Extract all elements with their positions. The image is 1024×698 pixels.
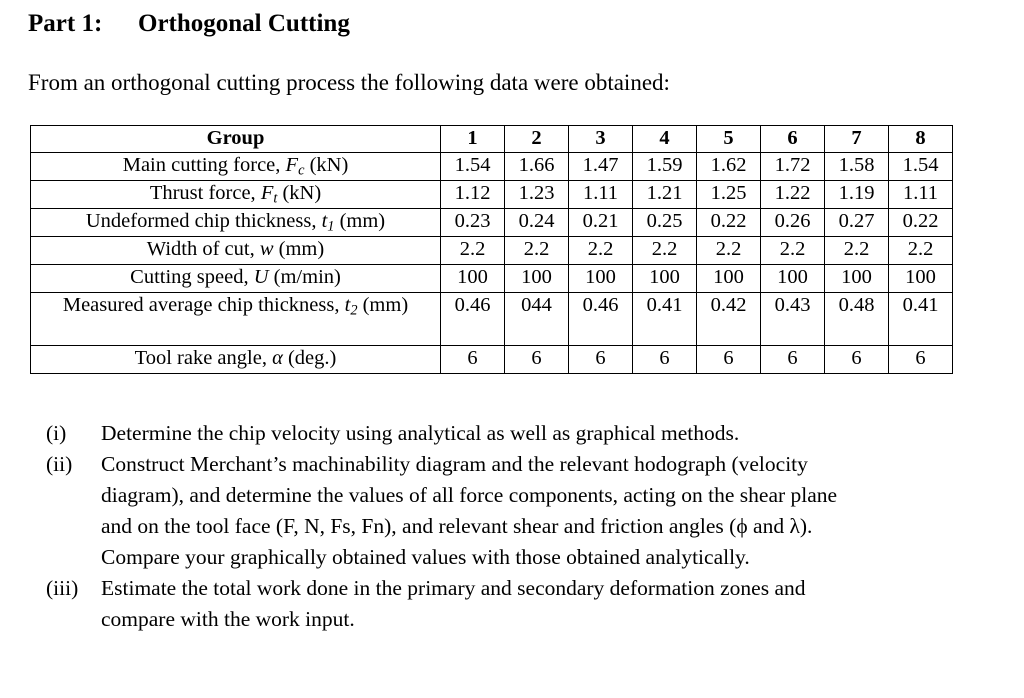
task-marker: (i) [46, 421, 67, 445]
task-line: Estimate the total work done in the primary and secondary deformation zones and [101, 576, 806, 600]
table-cell: 6 [441, 345, 505, 373]
group-header: 6 [761, 126, 825, 153]
part-title: Orthogonal Cutting [138, 10, 350, 37]
table-row [31, 264, 953, 292]
table-cell: 1.19 [825, 180, 889, 208]
table-header-row [31, 126, 953, 153]
task-item [46, 449, 976, 573]
row-label: Undeformed chip thickness, $t_1$ (mm) [31, 208, 441, 236]
task-line: Construct Merchant’s machinability diagram and the relevant hodograph (velocity [101, 452, 808, 476]
group-header: 8 [889, 126, 953, 153]
table-cell: 6 [825, 345, 889, 373]
table-cell: 1.25 [697, 180, 761, 208]
table-cell: 044 [505, 292, 569, 345]
intro-text: From an orthogonal cutting process the following data were obtained: [28, 70, 670, 95]
table-cell: 100 [697, 264, 761, 292]
table-cell: 6 [697, 345, 761, 373]
table-cell: 2.2 [697, 236, 761, 264]
task-item [46, 418, 976, 449]
table-row [31, 180, 953, 208]
table-cell: 2.2 [569, 236, 633, 264]
part-heading [28, 10, 350, 38]
table-cell: 1.22 [761, 180, 825, 208]
table-cell: 1.59 [633, 152, 697, 180]
task-marker: (iii) [46, 576, 79, 600]
table-cell: 1.11 [889, 180, 953, 208]
table-cell: 0.43 [761, 292, 825, 345]
part-number: Part 1: [28, 10, 103, 37]
row-label: Width of cut, w (mm) [31, 236, 441, 264]
table-cell: 6 [633, 345, 697, 373]
table-cell: 100 [569, 264, 633, 292]
table-row [31, 152, 953, 180]
header-label: Group [31, 126, 441, 153]
table-cell: 100 [633, 264, 697, 292]
group-header: 4 [633, 126, 697, 153]
table-cell: 0.23 [441, 208, 505, 236]
table-cell: 0.22 [889, 208, 953, 236]
table-cell: 100 [825, 264, 889, 292]
table-cell: 1.11 [569, 180, 633, 208]
table-cell: 0.48 [825, 292, 889, 345]
task-line: Compare your graphically obtained values with those obtained analytically. [101, 545, 750, 569]
table-cell: 1.12 [441, 180, 505, 208]
row-label: Main cutting force, $F_c$ (kN) [31, 152, 441, 180]
task-marker: (ii) [46, 452, 73, 476]
group-header: 5 [697, 126, 761, 153]
table-cell: 100 [441, 264, 505, 292]
task-line: and on the tool face (F, N, Fs, Fn), and relevant shear and friction angles (ϕ and λ). [101, 514, 813, 538]
table-cell: 0.27 [825, 208, 889, 236]
table-cell: 1.21 [633, 180, 697, 208]
task-item [46, 573, 976, 635]
group-header: 2 [505, 126, 569, 153]
table-cell: 0.42 [697, 292, 761, 345]
table-cell: 0.21 [569, 208, 633, 236]
table-cell: 2.2 [761, 236, 825, 264]
row-label: Measured average chip thickness, $t_2$ (mm) [31, 292, 441, 345]
table-row [31, 236, 953, 264]
table-cell: 1.54 [441, 152, 505, 180]
table-cell: 6 [761, 345, 825, 373]
table-cell: 0.46 [569, 292, 633, 345]
table-cell: 1.66 [505, 152, 569, 180]
table-cell: 2.2 [633, 236, 697, 264]
table-row [31, 292, 953, 345]
group-header: 1 [441, 126, 505, 153]
table-cell: 100 [761, 264, 825, 292]
row-label: Thrust force, $F_t$ (kN) [31, 180, 441, 208]
task-line: compare with the work input. [101, 607, 355, 631]
table-cell: 1.58 [825, 152, 889, 180]
table-cell: 2.2 [441, 236, 505, 264]
row-label: Tool rake angle, α (deg.) [31, 345, 441, 373]
task-line: diagram), and determine the values of all force components, acting on the shear plane [101, 483, 838, 507]
table-cell: 0.41 [633, 292, 697, 345]
table-cell: 2.2 [889, 236, 953, 264]
table-cell: 0.26 [761, 208, 825, 236]
table-cell: 1.47 [569, 152, 633, 180]
table-cell: 1.23 [505, 180, 569, 208]
table-cell: 0.41 [889, 292, 953, 345]
table-cell: 0.46 [441, 292, 505, 345]
row-label: Cutting speed, U (m/min) [31, 264, 441, 292]
table-cell: 100 [505, 264, 569, 292]
table-cell: 6 [505, 345, 569, 373]
task-list [46, 418, 976, 635]
table-cell: 1.62 [697, 152, 761, 180]
data-table [30, 125, 953, 374]
table-cell: 100 [889, 264, 953, 292]
table-cell: 1.72 [761, 152, 825, 180]
table-cell: 2.2 [825, 236, 889, 264]
task-line: Determine the chip velocity using analytical as well as graphical methods. [101, 421, 740, 445]
table-row [31, 208, 953, 236]
table-cell: 6 [569, 345, 633, 373]
group-header: 7 [825, 126, 889, 153]
table-cell: 1.54 [889, 152, 953, 180]
table-row [31, 345, 953, 373]
group-header: 3 [569, 126, 633, 153]
table-cell: 2.2 [505, 236, 569, 264]
table-cell: 0.24 [505, 208, 569, 236]
table-cell: 0.25 [633, 208, 697, 236]
table-cell: 0.22 [697, 208, 761, 236]
table-cell: 6 [889, 345, 953, 373]
